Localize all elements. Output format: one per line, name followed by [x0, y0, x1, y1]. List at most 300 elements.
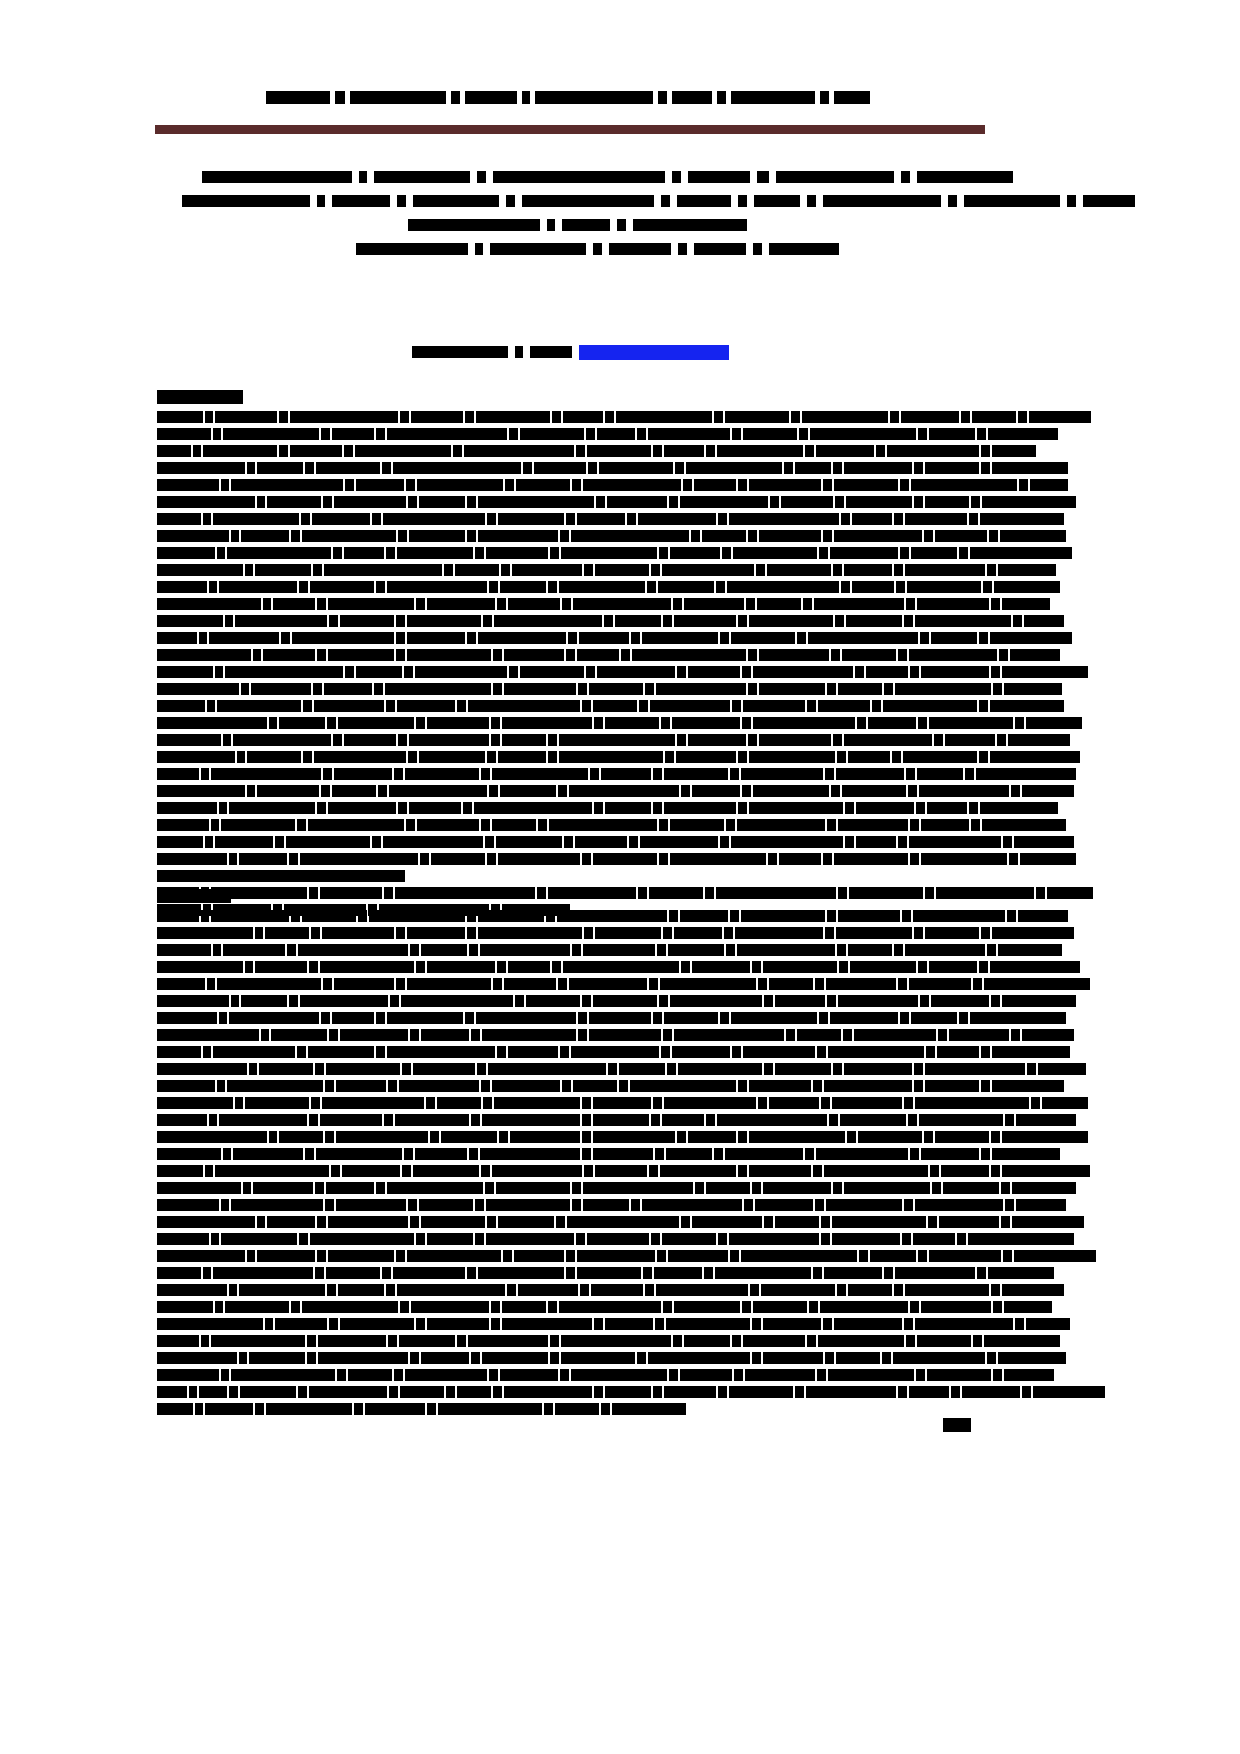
redacted-text [526, 995, 580, 1007]
redacted-text [400, 1301, 409, 1313]
redacted-text [421, 1029, 469, 1041]
redacted-text [209, 1114, 217, 1126]
redacted-text [803, 598, 812, 610]
redacted-text [737, 819, 825, 831]
redacted-text [813, 1080, 822, 1092]
redacted-text [715, 1267, 811, 1279]
redacted-text [221, 1369, 229, 1381]
redacted-text [182, 195, 310, 207]
redacted-text [734, 1369, 743, 1381]
redacted-text [393, 1267, 465, 1279]
redacted-text [321, 785, 330, 797]
redacted-text [396, 615, 405, 627]
redacted-text [492, 1165, 582, 1177]
redacted-text [329, 615, 338, 627]
redacted-text [767, 564, 831, 576]
redacted-text [1013, 615, 1022, 627]
redacted-text [279, 717, 325, 729]
redacted-text [648, 428, 730, 440]
redacted-text [301, 513, 310, 525]
redacted-text [402, 1063, 411, 1075]
redacted-text [387, 428, 507, 440]
redacted-text [327, 1284, 336, 1296]
redacted-text [493, 171, 665, 183]
redacted-text [534, 462, 586, 474]
redacted-text [310, 1233, 414, 1245]
redacted-text [681, 785, 690, 797]
redacted-text [376, 1046, 385, 1058]
redacted-text [578, 1012, 587, 1024]
redacted-text [834, 91, 870, 104]
redacted-text [1031, 1097, 1040, 1109]
redacted-text [577, 649, 619, 661]
redacted-text [732, 700, 741, 712]
redacted-text [407, 615, 481, 627]
redacted-text [486, 1233, 574, 1245]
redacted-text [683, 479, 692, 491]
redacted-text [706, 1182, 750, 1194]
redacted-text [309, 961, 318, 973]
redacted-text [1004, 1369, 1054, 1381]
redacted-text [843, 1029, 852, 1041]
redacted-text [400, 1386, 444, 1398]
redacted-text [593, 995, 657, 1007]
redacted-text [717, 1114, 827, 1126]
redacted-text [397, 547, 473, 559]
redacted-text [157, 700, 205, 712]
redacted-text [467, 496, 476, 508]
redacted-text [670, 995, 762, 1007]
redacted-text [401, 995, 513, 1007]
email-link[interactable] [579, 345, 729, 360]
redacted-text [987, 1352, 996, 1364]
redacted-text [981, 445, 990, 457]
redacted-text [915, 615, 1011, 627]
redacted-text [416, 717, 425, 729]
redacted-text [647, 581, 656, 593]
redacted-text [508, 1046, 558, 1058]
redacted-text [496, 1182, 570, 1194]
redacted-text [594, 802, 603, 814]
redacted-text [382, 462, 391, 474]
redacted-text [971, 819, 980, 831]
redacted-text [478, 530, 558, 542]
redacted-text [410, 1216, 419, 1228]
redacted-text [674, 1301, 740, 1313]
redacted-text [775, 1063, 831, 1075]
redacted-text [658, 581, 714, 593]
redacted-text [550, 547, 559, 559]
redacted-text [157, 530, 229, 542]
redacted-text [898, 978, 907, 990]
redacted-text [382, 1267, 391, 1279]
redacted-text [738, 195, 747, 207]
redacted-text [829, 1114, 838, 1126]
redacted-text [650, 700, 730, 712]
redacted-text [522, 91, 530, 104]
redacted-text [816, 445, 874, 457]
redacted-text [550, 1335, 559, 1347]
redacted-text [802, 411, 888, 423]
redacted-text [973, 1335, 982, 1347]
redacted-text [818, 1335, 904, 1347]
text-line [157, 958, 979, 975]
redacted-text [987, 564, 996, 576]
redacted-text [741, 768, 823, 780]
redacted-text [247, 785, 255, 797]
redacted-text [824, 1267, 882, 1279]
redacted-text [486, 547, 548, 559]
redacted-text [1026, 717, 1082, 729]
redacted-text [217, 700, 301, 712]
redacted-text [468, 700, 580, 712]
redacted-text [219, 1012, 227, 1024]
redacted-text [594, 1318, 603, 1330]
redacted-text [724, 927, 733, 939]
redacted-text [761, 1284, 835, 1296]
redacted-text [323, 768, 332, 780]
redacted-text [741, 1250, 857, 1262]
redacted-text [476, 1012, 576, 1024]
redacted-text [989, 530, 998, 542]
redacted-text [203, 445, 277, 457]
text-line [157, 924, 979, 941]
redacted-text [748, 649, 757, 661]
redacted-text [497, 961, 506, 973]
redacted-text [976, 768, 1076, 780]
redacted-text [961, 411, 970, 423]
redacted-text [390, 995, 399, 1007]
redacted-text [327, 717, 336, 729]
text-line [157, 578, 979, 595]
redacted-text [336, 1080, 386, 1092]
redacted-text [655, 1148, 664, 1160]
redacted-text [738, 1080, 747, 1092]
redacted-text [561, 1352, 635, 1364]
redacted-text [516, 479, 570, 491]
redacted-text [520, 428, 584, 440]
redacted-text [325, 1131, 334, 1143]
text-line [157, 527, 979, 544]
redacted-text [924, 1131, 933, 1143]
redacted-text [438, 1403, 542, 1415]
redacted-text [938, 1029, 947, 1041]
redacted-text [231, 1369, 335, 1381]
redacted-text [973, 978, 982, 990]
redacted-text [883, 700, 977, 712]
redacted-text [838, 683, 882, 695]
redacted-text [808, 632, 918, 644]
redacted-text [925, 1063, 1025, 1075]
redacted-text [515, 346, 523, 358]
redacted-text [157, 819, 209, 831]
redacted-text [478, 496, 594, 508]
redacted-text [358, 910, 367, 922]
redacted-text [583, 479, 681, 491]
redacted-text [157, 462, 245, 474]
redacted-text [157, 479, 219, 491]
redacted-text [245, 961, 253, 973]
redacted-text [263, 598, 271, 610]
redacted-text [324, 683, 372, 695]
redacted-text [217, 978, 321, 990]
redacted-text [481, 1080, 490, 1092]
redacted-text [686, 462, 782, 474]
redacted-text [991, 1131, 1000, 1143]
redacted-text [763, 1318, 821, 1330]
redacted-text [313, 683, 322, 695]
redacted-text [558, 978, 567, 990]
redacted-text [334, 496, 406, 508]
redacted-text [571, 1046, 659, 1058]
redacted-text [596, 496, 605, 508]
redacted-text [562, 219, 610, 231]
redacted-text [263, 649, 315, 661]
text-line [157, 1315, 979, 1332]
redacted-text [265, 1318, 273, 1330]
redacted-text [356, 666, 402, 678]
redacted-text [315, 1182, 324, 1194]
redacted-text [929, 717, 1013, 729]
redacted-text [970, 547, 1072, 559]
redacted-text [211, 910, 289, 922]
text-line [157, 1247, 979, 1264]
redacted-text [820, 1301, 908, 1313]
redacted-text [157, 853, 227, 865]
redacted-text [1011, 1029, 1020, 1041]
redacted-text [465, 91, 517, 104]
redacted-text [340, 615, 394, 627]
redacted-text [884, 1267, 893, 1279]
redacted-text [911, 479, 1017, 491]
redacted-text [491, 1318, 500, 1330]
redacted-text [601, 1403, 610, 1415]
redacted-text [157, 1182, 241, 1194]
redacted-text [322, 927, 394, 939]
redacted-text [1026, 1318, 1070, 1330]
redacted-text [257, 1216, 265, 1228]
redacted-text [921, 819, 969, 831]
text-line [157, 799, 979, 816]
redacted-text [732, 1335, 741, 1347]
redacted-text [738, 751, 747, 763]
redacted-text [594, 717, 603, 729]
email-link-row [155, 343, 985, 361]
redacted-text [895, 1267, 975, 1279]
redacted-text [916, 802, 925, 814]
redacted-text [805, 1148, 814, 1160]
redacted-text [980, 513, 1064, 525]
redacted-text [356, 479, 404, 491]
redacted-text [509, 666, 518, 678]
redacted-text [229, 853, 237, 865]
redacted-text [823, 1318, 832, 1330]
redacted-text [694, 243, 746, 255]
text-line [157, 1213, 979, 1230]
text-line [157, 1094, 979, 1111]
redacted-text [837, 751, 846, 763]
text-line [157, 1179, 979, 1196]
redacted-text [1014, 836, 1074, 848]
redacted-text [1010, 649, 1060, 661]
redacted-text [844, 734, 932, 746]
redacted-text [826, 978, 896, 990]
redacted-text [666, 1318, 750, 1330]
redacted-text [677, 195, 731, 207]
redacted-text [419, 496, 465, 508]
redacted-text [411, 1301, 489, 1313]
redacted-text [376, 581, 385, 593]
redacted-text [616, 411, 712, 423]
text-line [157, 975, 979, 992]
redacted-text [834, 530, 922, 542]
redacted-text [490, 243, 586, 255]
redacted-text [981, 1080, 990, 1092]
redacted-text [720, 1012, 729, 1024]
redacted-text [832, 1216, 926, 1228]
redacted-text [948, 195, 957, 207]
redacted-text [969, 802, 978, 814]
redacted-text [498, 853, 580, 865]
text-line [157, 1332, 979, 1349]
redacted-text [157, 1369, 219, 1381]
redacted-text [727, 581, 839, 593]
page-title [155, 88, 985, 106]
redacted-text [847, 1131, 856, 1143]
redacted-text [906, 1335, 915, 1347]
redacted-text [247, 462, 255, 474]
redacted-text [909, 836, 1001, 848]
redacted-text [286, 836, 370, 848]
redacted-text [604, 615, 613, 627]
redacted-text [374, 683, 383, 695]
redacted-text [911, 547, 957, 559]
redacted-text [666, 1148, 712, 1160]
redacted-text [257, 496, 265, 508]
redacted-text [619, 1080, 628, 1092]
redacted-text [1003, 836, 1012, 848]
redacted-text [494, 1097, 580, 1109]
redacted-text [836, 927, 912, 939]
redacted-text [848, 1284, 892, 1296]
redacted-text [359, 171, 367, 183]
redacted-text [797, 632, 806, 644]
redacted-text [430, 1131, 439, 1143]
redacted-text [827, 910, 836, 922]
redacted-text [1012, 1182, 1076, 1194]
redacted-text [421, 944, 467, 956]
text-line [157, 1383, 979, 1400]
redacted-text [848, 751, 890, 763]
redacted-text [688, 171, 750, 183]
redacted-text [255, 961, 307, 973]
redacted-text [223, 734, 231, 746]
redacted-text [617, 219, 626, 231]
redacted-text [730, 910, 739, 922]
redacted-text [221, 1199, 229, 1211]
redacted-text [290, 445, 342, 457]
redacted-text [1004, 1301, 1052, 1313]
redacted-text [764, 1216, 773, 1228]
redacted-text [714, 1148, 723, 1160]
redacted-text [759, 649, 829, 661]
redacted-text [336, 1199, 406, 1211]
redacted-text [810, 428, 916, 440]
redacted-text [469, 1148, 478, 1160]
redacted-text [825, 1352, 834, 1364]
redacted-text [991, 995, 1000, 1007]
redacted-text [994, 581, 1060, 593]
redacted-text [831, 649, 840, 661]
redacted-text [663, 1301, 672, 1313]
redacted-text [664, 1097, 756, 1109]
redacted-text [489, 581, 498, 593]
redacted-text [615, 615, 661, 627]
redacted-text [990, 632, 1072, 644]
text-line [157, 816, 979, 833]
redacted-text [987, 944, 996, 956]
redacted-text [464, 445, 574, 457]
redacted-text [934, 734, 943, 746]
redacted-text [572, 1182, 581, 1194]
redacted-text [807, 1335, 816, 1347]
redacted-text [1009, 853, 1018, 865]
redacted-text [856, 802, 914, 814]
redacted-text [406, 819, 415, 831]
redacted-text [982, 819, 1066, 831]
redacted-text [779, 853, 821, 865]
redacted-text [1012, 1216, 1084, 1228]
redacted-text [660, 978, 756, 990]
redacted-text [552, 961, 561, 973]
redacted-text [784, 462, 793, 474]
redacted-text [217, 1080, 225, 1092]
section-heading [157, 889, 231, 903]
redacted-text [824, 1165, 928, 1177]
redacted-text [549, 819, 657, 831]
redacted-text [917, 1335, 971, 1347]
redacted-text [157, 1165, 203, 1177]
redacted-text [239, 1352, 247, 1364]
redacted-text [816, 1148, 908, 1160]
redacted-text [389, 785, 487, 797]
redacted-text [317, 649, 326, 661]
redacted-text [407, 927, 465, 939]
text-line [157, 941, 979, 958]
redacted-text [844, 1063, 912, 1075]
redacted-text [929, 428, 975, 440]
redacted-text [1005, 1199, 1014, 1211]
redacted-text [564, 836, 573, 848]
redacted-text [259, 1063, 313, 1075]
redacted-text [559, 1301, 661, 1313]
redacted-text [924, 530, 933, 542]
redacted-text [408, 751, 417, 763]
redacted-text [1002, 598, 1050, 610]
redacted-text [266, 1403, 352, 1415]
redacted-text [661, 717, 670, 729]
redacted-text [749, 479, 821, 491]
redacted-text [757, 598, 801, 610]
redacted-text [552, 411, 561, 423]
redacted-text [563, 411, 603, 423]
redacted-text [326, 1182, 374, 1194]
redacted-text [336, 1131, 428, 1143]
redacted-text [722, 547, 731, 559]
text-line [157, 1060, 979, 1077]
authors-and-affiliations [155, 168, 985, 264]
redacted-text [372, 836, 381, 848]
